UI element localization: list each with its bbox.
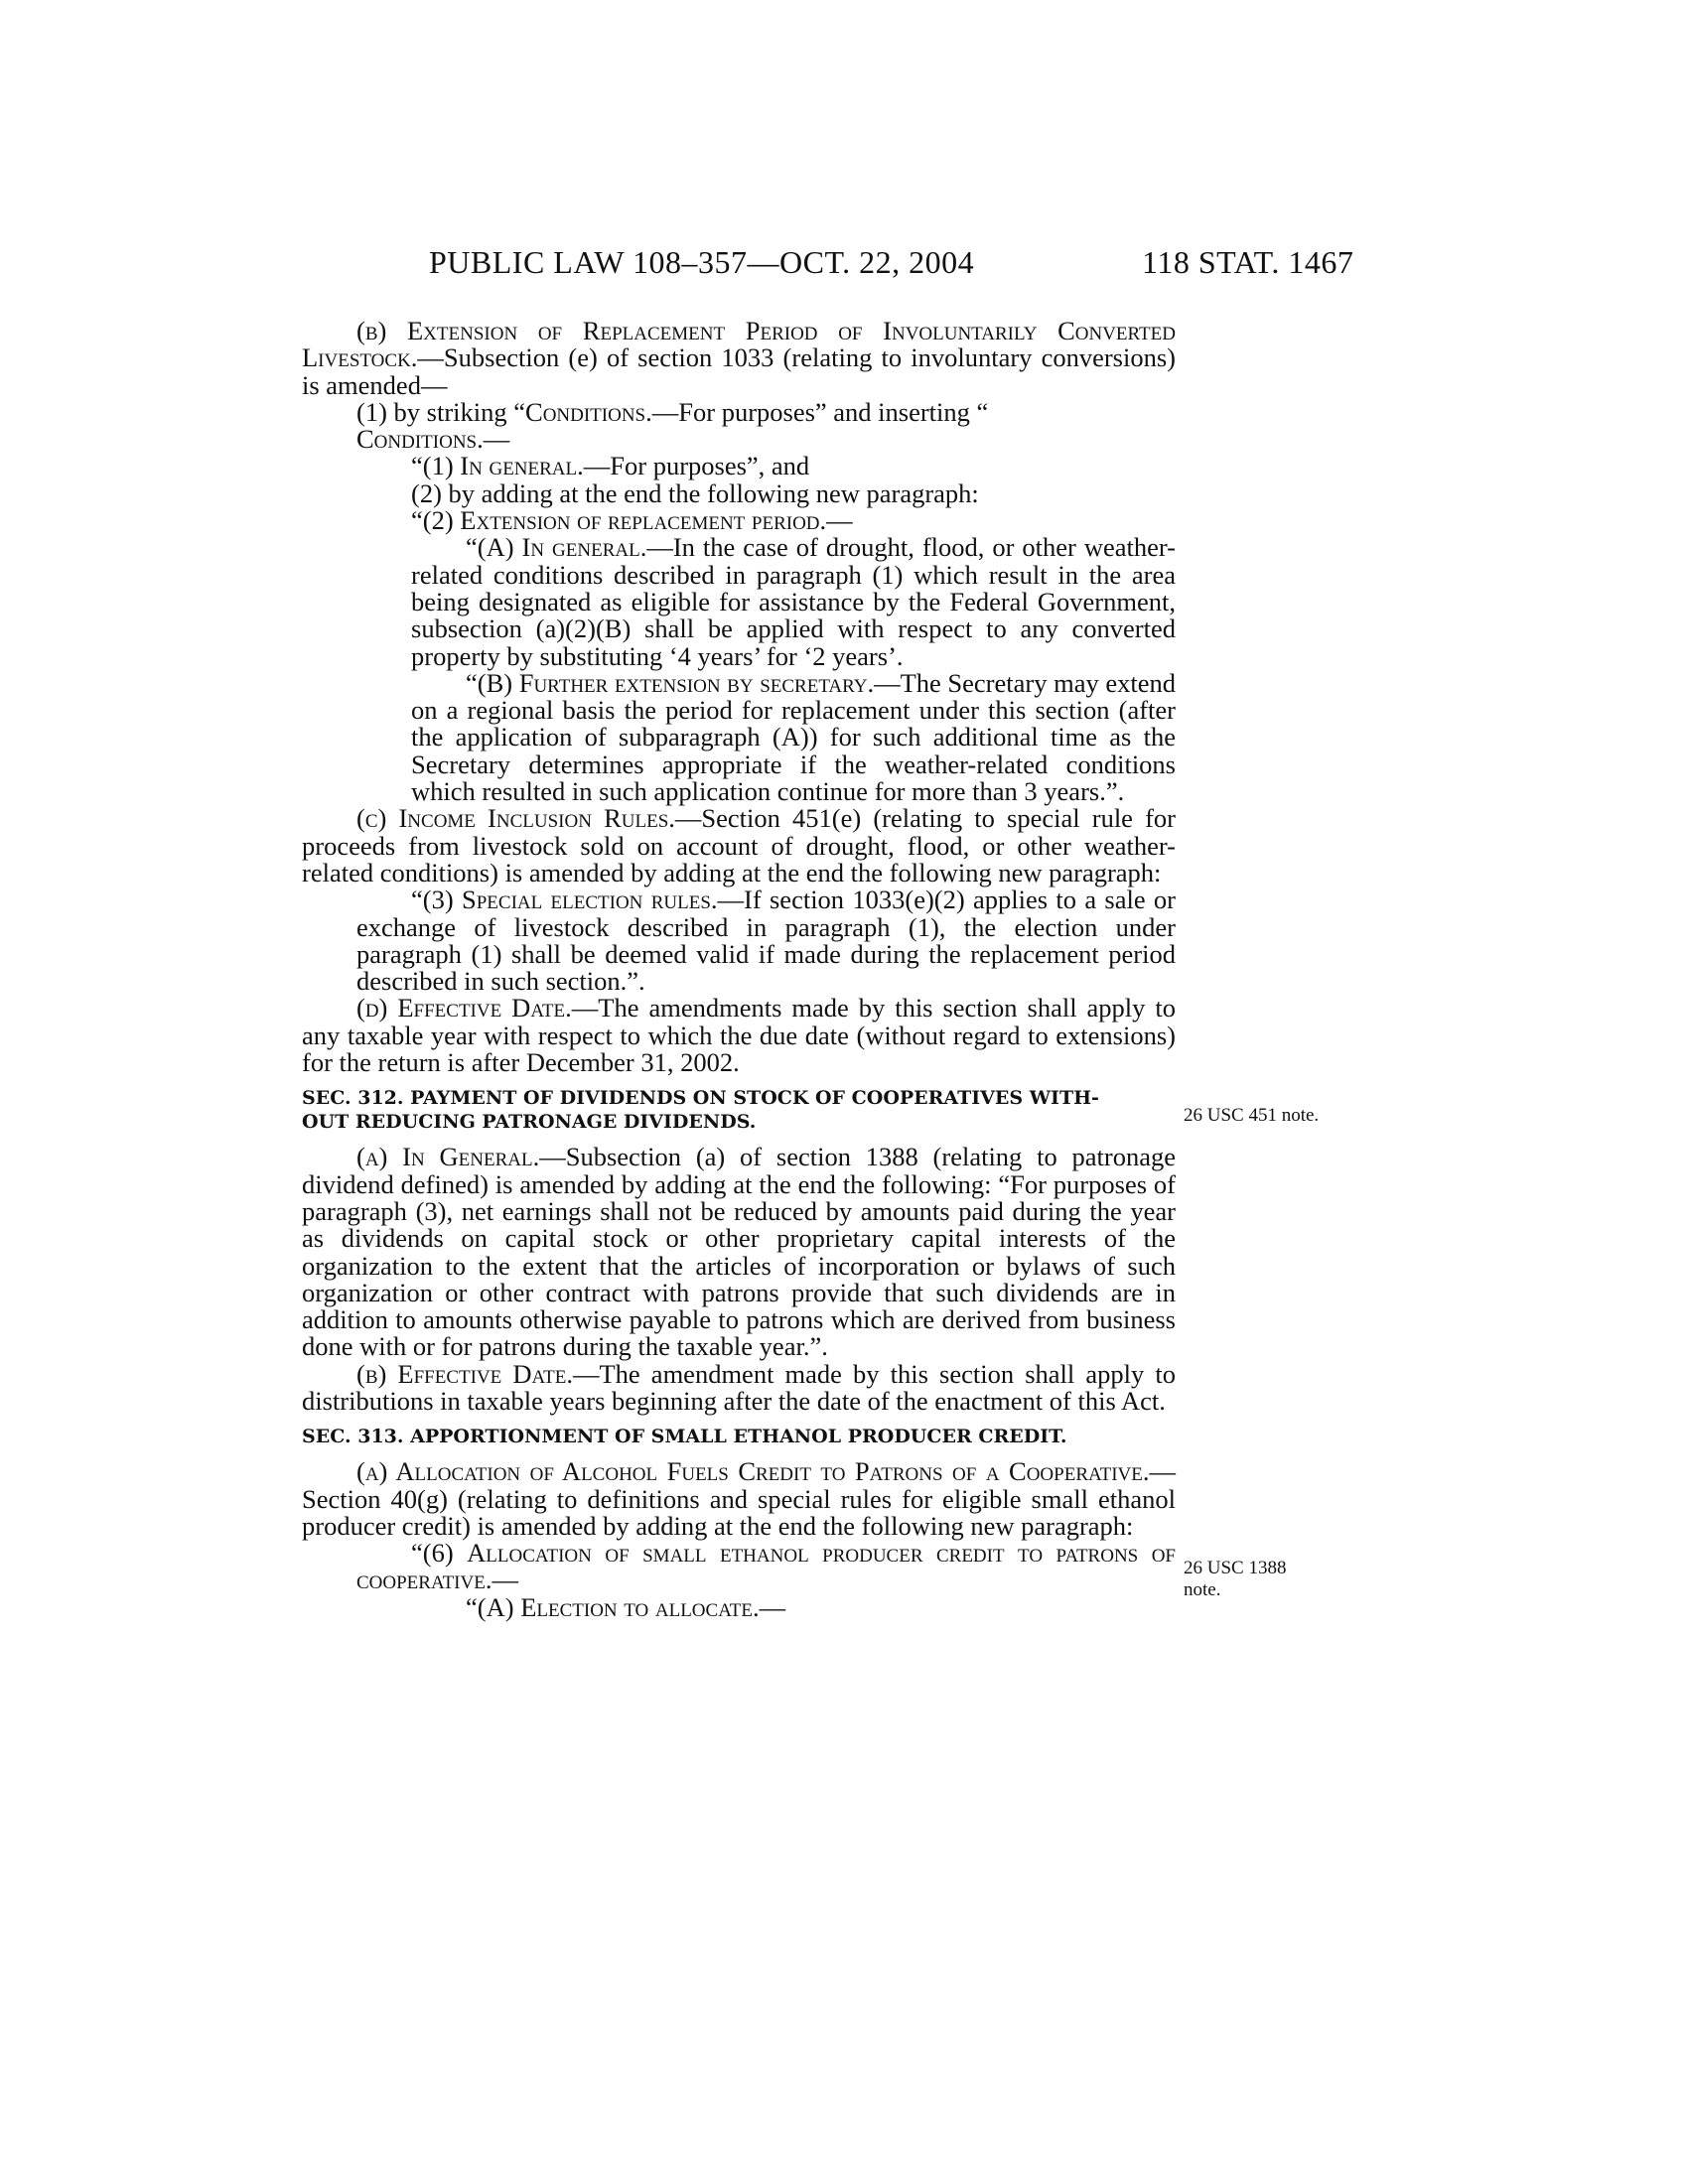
subsection-heading: (b) Effective Date.	[356, 1358, 573, 1389]
subsection-heading: (d) Effective Date.	[356, 993, 572, 1024]
document-body	[302, 318, 1176, 1621]
paragraph-b1	[302, 396, 1176, 455]
text-run: “(6)	[411, 1538, 468, 1569]
subsection-b	[302, 318, 1176, 399]
text-run: —For purposes”, and	[583, 451, 810, 481]
subsection-text: —The amendment made by this section shall apply to distributions in taxable years beginning after the date of the enactment of this Act.	[302, 1358, 1176, 1416]
running-header-title: PUBLIC LAW 108–357—OCT. 22, 2004	[429, 244, 975, 280]
section-heading-line: OUT REDUCING PATRONAGE DIVIDENDS.	[302, 1111, 757, 1134]
quoted-paragraph-6	[302, 1540, 1176, 1594]
small-caps-run: Special election rules.	[461, 885, 718, 915]
subsection-text: —Section 40(g) (relating to definitions and special rules for eligible small ethanol producer credit) is amended by adding at the end the following new paragraph:	[302, 1456, 1176, 1541]
section-312-subsection-b	[302, 1358, 1176, 1416]
text-run: —In the case of drought, flood, or other weather-related conditions described in paragraph (1) which result in the area being designated as eligible for assistance by the Federal Government, subsection (a)(2)(B) shall be applied with respect to any converted property by substituting ‘4 years’ for ‘2 years’.	[411, 532, 1176, 671]
subsection-text: —The amendments made by this section shall apply to any taxable year with respect to which the due date (without regard to extensions) for the return is after December 31, 2002.	[302, 993, 1176, 1078]
paragraph-b2: (2) by adding at the end the following new paragraph:	[411, 478, 979, 508]
subsection-heading: (c) Income Inclusion Rules.	[356, 803, 675, 834]
text-run: —If section 1033(e)(2) applies to a sale or exchange of livestock described in paragraph (1), the election under paragraph (1) shall be deemed valid if made during the replacement period described in such section.”.	[356, 885, 1176, 997]
quoted-subparagraph-B	[302, 667, 1176, 807]
subsection-heading: (b) Extension of Replacement Period of Involuntarily Converted Livestock.	[302, 316, 1176, 373]
text-run: “(A)	[466, 532, 522, 563]
quoted-paragraph-3	[302, 887, 1176, 995]
text-run: “(2)	[411, 505, 461, 536]
text-run: “(A)	[466, 1591, 521, 1622]
small-caps-run: In general.	[460, 451, 584, 481]
text-run: —	[759, 1591, 786, 1622]
subsection-d	[302, 995, 1176, 1076]
section-312-heading	[302, 1086, 1176, 1134]
text-run: “(1)	[411, 451, 461, 481]
text-run: “(3)	[411, 885, 462, 915]
text-run: —	[483, 424, 510, 455]
text-run: —For purposes” and inserting “	[651, 396, 989, 427]
subsection-text: —Subsection (e) of section 1033 (relating to involuntary conversions) is amended—	[302, 342, 1176, 400]
margin-note-1388: 26 USC 1388 note.	[1184, 1558, 1287, 1600]
text-run: —	[826, 505, 853, 536]
running-header-page-number: 118 STAT. 1467	[1142, 244, 1354, 280]
margin-note-451: 26 USC 451 note.	[1184, 1105, 1320, 1126]
section-313-subsection-a	[302, 1458, 1176, 1540]
text-run: —	[492, 1565, 518, 1595]
quoted-paragraph-2	[302, 507, 1176, 534]
subsection-heading: (a) In General.	[356, 1142, 540, 1172]
subsection-text: —Subsection (a) of section 1388 (relating to patronage dividend defined) is amended by adding at the end the following: “For purposes of paragraph (3), net earnings shall not be reduced by amounts paid during the year as dividends on capital stock or other proprietary capital interests of the organization to the extent that the articles of incorporation or bylaws of such organization or other contract with patrons provide that such dividends are in addition to amounts otherwise payable to patrons which are derived from business done with or for patrons during the taxable year.”.	[302, 1142, 1176, 1362]
small-caps-run: In general.	[521, 532, 647, 563]
section-313-heading: SEC. 313. APPORTIONMENT OF SMALL ETHANOL PRODUCER CREDIT.	[302, 1426, 1067, 1448]
section-heading-line: SEC. 312. PAYMENT OF DIVIDENDS ON STOCK OF COOPERATIVES WITH-	[302, 1087, 1099, 1110]
small-caps-run: Further extension by secretary.	[518, 667, 875, 698]
small-caps-run: Conditions.	[356, 424, 484, 455]
text-run: —The Secretary may extend on a regional basis the period for replacement under this section (after the application of subparagraph (A)) for such additional time as the Secretary determines appropriate if the weather-related conditions which resulted in such application continue for more than 3 years.”.	[411, 667, 1176, 807]
quoted-subparagraph-6A	[302, 1591, 1176, 1622]
text-run: “(B)	[466, 667, 519, 698]
subsection-c	[302, 805, 1176, 887]
small-caps-run: Conditions.	[525, 396, 652, 427]
small-caps-run: Extension of replacement period.	[460, 505, 827, 536]
subsection-text: —Section 451(e) (relating to special rule for proceeds from livestock sold on account of drought, flood, or other weather-related conditions) is amended by adding at the end the following new paragraph:	[302, 803, 1176, 887]
quoted-paragraph-1	[302, 453, 1176, 479]
small-caps-run: Allocation of small ethanol producer credit to patrons of cooperative.	[356, 1538, 1176, 1595]
small-caps-run: Election to allocate.	[520, 1591, 760, 1622]
section-312-subsection-a	[302, 1144, 1176, 1360]
subsection-heading: (a) Allocation of Alcohol Fuels Credit to Patrons of a Cooperative.	[356, 1456, 1150, 1487]
text-run: (1) by striking “	[356, 396, 526, 427]
quoted-subparagraph-A	[302, 534, 1176, 669]
